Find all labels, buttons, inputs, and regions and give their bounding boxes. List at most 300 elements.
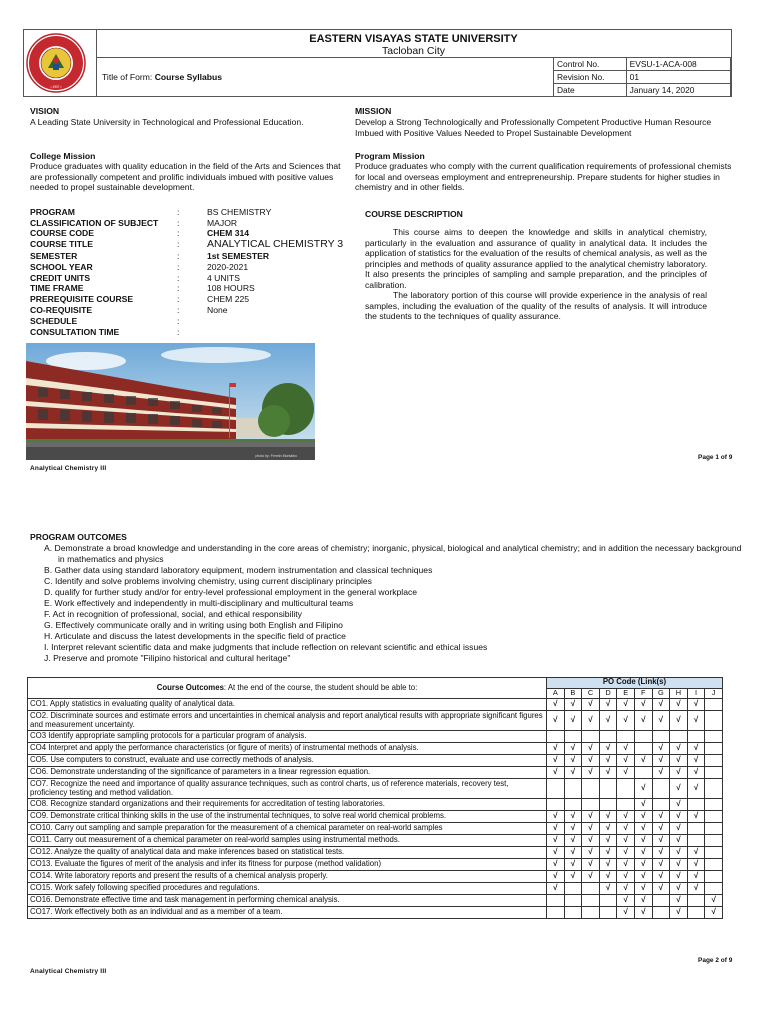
po-empty-cell xyxy=(617,731,635,743)
po-letter-header: J xyxy=(705,688,723,699)
course-outcome-row xyxy=(28,859,723,871)
checkmark-icon: √ xyxy=(547,883,565,895)
po-empty-cell xyxy=(599,779,617,799)
info-label: SCHEDULE xyxy=(30,315,78,326)
info-label: COURSE CODE xyxy=(30,228,94,238)
checkmark-icon: √ xyxy=(547,823,565,835)
checkmark-icon: √ xyxy=(599,871,617,883)
info-label: PREREQUISITE COURSE xyxy=(30,293,134,304)
course-outcome-row xyxy=(28,883,723,895)
po-empty-cell xyxy=(705,711,723,731)
po-empty-cell xyxy=(705,883,723,895)
course-outcome-row xyxy=(28,871,723,883)
info-value: 1st SEMESTER xyxy=(207,251,270,261)
po-text: Effectively communicate orally and in writing using both English and Filipino xyxy=(55,620,343,630)
checkmark-icon: √ xyxy=(634,895,652,907)
checkmark-icon: √ xyxy=(652,883,670,895)
checkmark-icon: √ xyxy=(670,859,688,871)
info-colon: : xyxy=(177,239,180,249)
checkmark-icon: √ xyxy=(599,811,617,823)
checkmark-icon: √ xyxy=(617,699,635,711)
checkmark-icon: √ xyxy=(670,767,688,779)
checkmark-icon: √ xyxy=(634,907,652,919)
course-description xyxy=(365,227,707,322)
checkmark-icon: √ xyxy=(652,835,670,847)
info-value: 108 HOURS xyxy=(207,283,255,293)
checkmark-icon: √ xyxy=(599,859,617,871)
po-empty-cell xyxy=(705,699,723,711)
info-colon: : xyxy=(177,293,180,304)
info-label: SEMESTER xyxy=(30,251,78,261)
checkmark-icon: √ xyxy=(564,711,582,731)
info-colon: : xyxy=(177,315,180,326)
checkmark-icon: √ xyxy=(687,847,705,859)
po-empty-cell xyxy=(564,779,582,799)
course-outcomes-header-rest: : At the end of the course, the student should be able to: xyxy=(223,682,418,692)
checkmark-icon: √ xyxy=(564,699,582,711)
program-outcome-item xyxy=(44,576,744,587)
checkmark-icon: √ xyxy=(634,799,652,811)
info-value: None xyxy=(207,304,228,315)
checkmark-icon: √ xyxy=(705,895,723,907)
info-label: TIME FRAME xyxy=(30,283,84,293)
control-row xyxy=(554,58,731,71)
po-empty-cell xyxy=(617,799,635,811)
po-text: Interpret relevant scientific data and make judgments that include reflection on relevant scientific and ethical issues xyxy=(51,642,488,652)
checkmark-icon: √ xyxy=(617,823,635,835)
po-empty-cell xyxy=(705,731,723,743)
control-key: Revision No. xyxy=(554,71,627,84)
checkmark-icon: √ xyxy=(634,835,652,847)
course-outcome-row xyxy=(28,779,723,799)
checkmark-icon: √ xyxy=(582,835,600,847)
info-colon: : xyxy=(177,217,180,228)
university-seal-logo xyxy=(24,30,96,96)
checkmark-icon: √ xyxy=(687,859,705,871)
checkmark-icon: √ xyxy=(582,823,600,835)
photo-credit: photo by: Fermin Montalbo xyxy=(255,454,297,458)
po-empty-cell xyxy=(547,895,565,907)
po-empty-cell xyxy=(564,907,582,919)
po-empty-cell xyxy=(652,799,670,811)
program-outcome-item xyxy=(44,620,744,631)
program-outcome-item xyxy=(44,543,744,565)
info-label: PROGRAM xyxy=(30,207,75,217)
checkmark-icon: √ xyxy=(547,743,565,755)
checkmark-icon: √ xyxy=(652,755,670,767)
course-outcome-row xyxy=(28,799,723,811)
control-info-table xyxy=(553,57,731,97)
info-label: SCHOOL YEAR xyxy=(30,262,93,272)
control-value: EVSU-1-ACA-008 xyxy=(626,58,730,71)
page1-footer-page: Page 1 of 9 xyxy=(698,454,733,461)
checkmark-icon: √ xyxy=(564,755,582,767)
checkmark-icon: √ xyxy=(634,779,652,799)
program-mission-heading: Program Mission xyxy=(355,151,425,161)
info-label: CREDIT UNITS xyxy=(30,272,91,283)
po-letter: I. xyxy=(44,642,49,652)
checkmark-icon: √ xyxy=(599,823,617,835)
po-text: qualify for further study and/or for entry-level professional employment in the general workplace xyxy=(54,587,418,597)
checkmark-icon: √ xyxy=(670,779,688,799)
university-seal-cell xyxy=(24,30,97,96)
po-letter-header: A xyxy=(547,688,565,699)
course-outcome-text: CO4 Interpret and apply the performance characteristics (or figure of merits) of instrumental methods of analysis. xyxy=(28,743,547,755)
po-empty-cell xyxy=(670,731,688,743)
checkmark-icon: √ xyxy=(652,743,670,755)
po-text: Work effectively and independently in multi-disciplinary and multicultural teams xyxy=(54,598,354,608)
checkmark-icon: √ xyxy=(687,743,705,755)
po-empty-cell xyxy=(582,895,600,907)
checkmark-icon: √ xyxy=(564,811,582,823)
checkmark-icon: √ xyxy=(617,755,635,767)
checkmark-icon: √ xyxy=(634,711,652,731)
po-letter-header: F xyxy=(634,688,652,699)
checkmark-icon: √ xyxy=(670,743,688,755)
checkmark-icon: √ xyxy=(582,811,600,823)
info-value: ANALYTICAL CHEMISTRY 3 xyxy=(207,238,344,250)
po-empty-cell xyxy=(582,799,600,811)
po-text: Act in recognition of professional, social, and ethical responsibility xyxy=(52,609,302,619)
checkmark-icon: √ xyxy=(547,711,565,731)
info-value: BS CHEMISTRY xyxy=(207,207,272,217)
checkmark-icon: √ xyxy=(547,699,565,711)
po-empty-cell xyxy=(582,731,600,743)
course-description-p1: This course aims to deepen the knowledge and skills in analytical chemistry, particularly in the evaluation and assurance of quality in analytical data. It includes the application of statistics for the evaluation of the results of chemical analysis, as well as the principles and methods of quality assurance applied to the analytical chemistry laboratory. It also presents the principles of sampling and sample preparation, and the principles of calibration. xyxy=(365,227,708,290)
po-empty-cell xyxy=(582,907,600,919)
form-header xyxy=(23,29,732,97)
checkmark-icon: √ xyxy=(670,799,688,811)
checkmark-icon: √ xyxy=(582,755,600,767)
checkmark-icon: √ xyxy=(652,871,670,883)
po-text: Demonstrate a broad knowledge and understanding in the core areas of chemistry; inorganic, physical, biological and analytical chemistry; and in addition the necessary background in mathematics and physics xyxy=(54,543,742,564)
po-empty-cell xyxy=(634,743,652,755)
checkmark-icon: √ xyxy=(670,883,688,895)
po-letter-header: E xyxy=(617,688,635,699)
course-outcome-text: CO9. Demonstrate critical thinking skills in the use of the instrumental techniques, to solve real world chemical problems. xyxy=(28,811,547,823)
mission-heading: MISSION xyxy=(355,106,392,116)
checkmark-icon: √ xyxy=(687,755,705,767)
checkmark-icon: √ xyxy=(582,699,600,711)
po-letter: B. xyxy=(44,565,53,575)
checkmark-icon: √ xyxy=(582,847,600,859)
vision-text: A Leading State University in Technological and Professional Education. xyxy=(30,117,304,127)
checkmark-icon: √ xyxy=(617,835,635,847)
po-empty-cell xyxy=(705,859,723,871)
po-empty-cell xyxy=(705,743,723,755)
po-empty-cell xyxy=(687,895,705,907)
po-empty-cell xyxy=(652,779,670,799)
checkmark-icon: √ xyxy=(617,871,635,883)
po-empty-cell xyxy=(582,883,600,895)
checkmark-icon: √ xyxy=(687,699,705,711)
course-outcome-row xyxy=(28,743,723,755)
course-outcome-text: CO7. Recognize the need and importance of quality assurance techniques, such as control charts, us of reference materials, recovery test, proficiency testing and method validation. xyxy=(28,779,547,799)
checkmark-icon: √ xyxy=(687,767,705,779)
checkmark-icon: √ xyxy=(652,847,670,859)
course-outcomes-table xyxy=(27,677,723,919)
course-description-heading: COURSE DESCRIPTION xyxy=(365,209,463,219)
checkmark-icon: √ xyxy=(599,755,617,767)
form-title xyxy=(102,72,222,82)
po-text: Identify and solve problems involving chemistry, using current disciplinary principles xyxy=(54,576,372,586)
po-code-header: PO Code (Link(s) xyxy=(547,678,723,689)
po-empty-cell xyxy=(687,835,705,847)
course-outcome-row xyxy=(28,907,723,919)
checkmark-icon: √ xyxy=(564,823,582,835)
checkmark-icon: √ xyxy=(634,883,652,895)
course-outcome-text: CO2. Discriminate sources and estimate errors and uncertainties in chemical analysis and report analytical results with appropriate significant figures and measurement uncertainty. xyxy=(28,711,547,731)
po-empty-cell xyxy=(652,895,670,907)
po-empty-cell xyxy=(599,799,617,811)
course-outcome-row xyxy=(28,811,723,823)
control-value: 01 xyxy=(626,71,730,84)
control-key: Date xyxy=(554,84,627,97)
university-city: Tacloban City xyxy=(381,45,446,57)
course-outcome-text: CO8. Recognize standard organizations and their requirements for accreditation of testing laboratories. xyxy=(28,799,547,811)
po-letter: H. xyxy=(44,631,53,641)
po-empty-cell xyxy=(652,731,670,743)
info-colon: : xyxy=(177,251,180,261)
checkmark-icon: √ xyxy=(599,883,617,895)
program-outcome-item xyxy=(44,631,744,642)
checkmark-icon: √ xyxy=(670,711,688,731)
checkmark-icon: √ xyxy=(634,871,652,883)
po-empty-cell xyxy=(687,907,705,919)
po-letter-header: C xyxy=(582,688,600,699)
checkmark-icon: √ xyxy=(670,823,688,835)
page1-footer-course: Analytical Chemistry III xyxy=(30,465,107,472)
form-title-label: Title of Form: xyxy=(102,72,153,82)
checkmark-icon: √ xyxy=(599,835,617,847)
checkmark-icon: √ xyxy=(547,767,565,779)
po-text: Articulate and discuss the latest developments in the specific field of practice xyxy=(54,631,346,641)
checkmark-icon: √ xyxy=(564,767,582,779)
program-outcomes-list xyxy=(44,543,744,664)
university-name: EASTERN VISAYAS STATE UNIVERSITY xyxy=(309,33,518,45)
checkmark-icon: √ xyxy=(670,835,688,847)
checkmark-icon: √ xyxy=(634,847,652,859)
po-empty-cell xyxy=(547,779,565,799)
course-outcome-row xyxy=(28,731,723,743)
checkmark-icon: √ xyxy=(687,883,705,895)
checkmark-icon: √ xyxy=(652,699,670,711)
checkmark-icon: √ xyxy=(582,767,600,779)
checkmark-icon: √ xyxy=(582,711,600,731)
vision-heading: VISION xyxy=(30,106,60,116)
course-outcome-text: CO6. Demonstrate understanding of the significance of parameters in a linear regression equation. xyxy=(28,767,547,779)
po-empty-cell xyxy=(599,895,617,907)
po-text: Preserve and promote "Filipino historical and cultural heritage" xyxy=(53,653,291,663)
checkmark-icon: √ xyxy=(599,847,617,859)
checkmark-icon: √ xyxy=(617,883,635,895)
info-colon: : xyxy=(177,304,180,315)
program-outcome-item xyxy=(44,565,744,576)
college-mission-heading: College Mission xyxy=(30,151,96,161)
info-label: CONSULTATION TIME xyxy=(30,326,120,337)
checkmark-icon: √ xyxy=(670,847,688,859)
campus-photo xyxy=(26,343,315,460)
checkmark-icon: √ xyxy=(634,811,652,823)
checkmark-icon: √ xyxy=(652,811,670,823)
checkmark-icon: √ xyxy=(670,871,688,883)
checkmark-icon: √ xyxy=(617,811,635,823)
course-outcome-row xyxy=(28,895,723,907)
po-letter: C. xyxy=(44,576,53,586)
checkmark-icon: √ xyxy=(634,859,652,871)
info-value: 4 UNITS xyxy=(207,272,240,283)
program-outcome-item xyxy=(44,587,744,598)
po-empty-cell xyxy=(705,835,723,847)
po-empty-cell xyxy=(547,731,565,743)
info-value: MAJOR xyxy=(207,217,238,228)
course-outcome-row xyxy=(28,835,723,847)
po-empty-cell xyxy=(705,871,723,883)
course-description-p2: The laboratory portion of this course will provide experience in the analysis of real samples, including the evaluation of the quality of the results of analysis. It will introduce the students to the techniques of quality assurance. xyxy=(365,290,707,321)
checkmark-icon: √ xyxy=(564,835,582,847)
checkmark-icon: √ xyxy=(634,699,652,711)
checkmark-icon: √ xyxy=(617,907,635,919)
po-empty-cell xyxy=(705,823,723,835)
checkmark-icon: √ xyxy=(652,711,670,731)
po-empty-cell xyxy=(564,731,582,743)
po-text: Gather data using standard laboratory equipment, modern instrumentation and classical techniques xyxy=(54,565,433,575)
page2-footer-page: Page 2 of 9 xyxy=(698,957,733,964)
checkmark-icon: √ xyxy=(599,711,617,731)
po-empty-cell xyxy=(634,767,652,779)
checkmark-icon: √ xyxy=(599,743,617,755)
po-empty-cell xyxy=(564,799,582,811)
po-empty-cell xyxy=(687,799,705,811)
checkmark-icon: √ xyxy=(547,847,565,859)
po-letter-header: I xyxy=(687,688,705,699)
checkmark-icon: √ xyxy=(547,811,565,823)
course-outcome-text: CO16. Demonstrate effective time and task management in performing chemical analysis. xyxy=(28,895,547,907)
course-outcome-row xyxy=(28,823,723,835)
checkmark-icon: √ xyxy=(670,755,688,767)
control-row xyxy=(554,84,731,97)
checkmark-icon: √ xyxy=(582,871,600,883)
info-colon: : xyxy=(177,272,180,283)
po-letter: J. xyxy=(44,653,51,663)
checkmark-icon: √ xyxy=(564,847,582,859)
po-letter: A. xyxy=(44,543,53,553)
program-outcome-item xyxy=(44,642,744,653)
checkmark-icon: √ xyxy=(547,835,565,847)
po-empty-cell xyxy=(564,895,582,907)
po-letter-header: D xyxy=(599,688,617,699)
po-letter: G. xyxy=(44,620,54,630)
course-outcome-text: CO1. Apply statistics in evaluating quality of analytical data. xyxy=(28,699,547,711)
po-empty-cell xyxy=(599,907,617,919)
po-empty-cell xyxy=(547,799,565,811)
checkmark-icon: √ xyxy=(687,779,705,799)
college-mission-text: Produce graduates with quality education in the field of the Arts and Sciences that are professionally competent and prolific individuals imbued with positive values needed to propel sustainable development. xyxy=(30,161,341,192)
checkmark-icon: √ xyxy=(652,823,670,835)
program-outcome-item xyxy=(44,609,744,620)
course-outcome-text: CO10. Carry out sampling and sample preparation for the measurement of a chemical parameter on real-world samples xyxy=(28,823,547,835)
info-colon: : xyxy=(177,326,180,337)
mission-text: Develop a Strong Technologically and Professionally Competent Productive Human Resource Imbued with Positive Values Needed to Propel Sustainable Development xyxy=(355,117,712,138)
course-outcomes-header xyxy=(28,678,547,699)
checkmark-icon: √ xyxy=(670,699,688,711)
checkmark-icon: √ xyxy=(617,767,635,779)
campus-building-image xyxy=(26,343,315,460)
checkmark-icon: √ xyxy=(670,811,688,823)
checkmark-icon: √ xyxy=(617,895,635,907)
program-mission-text: Produce graduates who comply with the current qualification requirements of professional chemists for local and overseas employment and entrepreneurship. Prepare students for higher studies in chemistry and in other fields. xyxy=(355,161,732,192)
po-letter-header: G xyxy=(652,688,670,699)
course-outcome-row xyxy=(28,699,723,711)
po-empty-cell xyxy=(652,907,670,919)
po-empty-cell xyxy=(687,731,705,743)
checkmark-icon: √ xyxy=(634,755,652,767)
course-outcomes-header-bold: Course Outcomes xyxy=(156,682,224,692)
checkmark-icon: √ xyxy=(564,859,582,871)
course-outcome-text: CO3 Identify appropriate sampling protocols for a particular program of analysis. xyxy=(28,731,547,743)
info-label: CO-REQUISITE xyxy=(30,304,93,315)
course-outcome-row xyxy=(28,767,723,779)
checkmark-icon: √ xyxy=(617,711,635,731)
po-empty-cell xyxy=(705,779,723,799)
checkmark-icon: √ xyxy=(617,743,635,755)
po-empty-cell xyxy=(564,883,582,895)
checkmark-icon: √ xyxy=(547,871,565,883)
po-empty-cell xyxy=(705,799,723,811)
course-outcome-text: CO15. Work safely following specified procedures and regulations. xyxy=(28,883,547,895)
course-outcome-row xyxy=(28,755,723,767)
checkmark-icon: √ xyxy=(547,859,565,871)
po-empty-cell xyxy=(705,767,723,779)
info-label: COURSE TITLE xyxy=(30,239,94,249)
info-colon: : xyxy=(177,207,180,217)
course-outcome-text: CO11. Carry out measurement of a chemical parameter on real-world samples using instrumental methods. xyxy=(28,835,547,847)
checkmark-icon: √ xyxy=(670,907,688,919)
po-letter-header: H xyxy=(670,688,688,699)
checkmark-icon: √ xyxy=(652,767,670,779)
po-letter: D. xyxy=(44,587,53,597)
checkmark-icon: √ xyxy=(547,755,565,767)
checkmark-icon: √ xyxy=(687,811,705,823)
po-empty-cell xyxy=(687,823,705,835)
po-empty-cell xyxy=(634,731,652,743)
po-empty-cell xyxy=(599,731,617,743)
po-letter: E. xyxy=(44,598,53,608)
checkmark-icon: √ xyxy=(617,859,635,871)
course-outcome-row xyxy=(28,847,723,859)
po-empty-cell xyxy=(617,779,635,799)
info-value: CHEM 314 xyxy=(207,228,250,238)
checkmark-icon: √ xyxy=(617,847,635,859)
checkmark-icon: √ xyxy=(705,907,723,919)
checkmark-icon: √ xyxy=(582,859,600,871)
control-key: Control No. xyxy=(554,58,627,71)
info-colon: : xyxy=(177,262,180,272)
checkmark-icon: √ xyxy=(599,767,617,779)
info-colon: : xyxy=(177,283,180,293)
po-empty-cell xyxy=(582,779,600,799)
checkmark-icon: √ xyxy=(564,743,582,755)
course-outcome-text: CO5. Use computers to construct, evaluate and use correctly methods of analysis. xyxy=(28,755,547,767)
program-outcomes-heading: PROGRAM OUTCOMES xyxy=(30,532,127,542)
svg-text:• 1907 •: • 1907 • xyxy=(50,85,62,89)
checkmark-icon: √ xyxy=(687,711,705,731)
po-letter: F. xyxy=(44,609,51,619)
checkmark-icon: √ xyxy=(599,699,617,711)
info-colon: : xyxy=(177,228,180,238)
program-outcome-item xyxy=(44,653,744,664)
course-outcome-text: CO17. Work effectively both as an individual and as a member of a team. xyxy=(28,907,547,919)
